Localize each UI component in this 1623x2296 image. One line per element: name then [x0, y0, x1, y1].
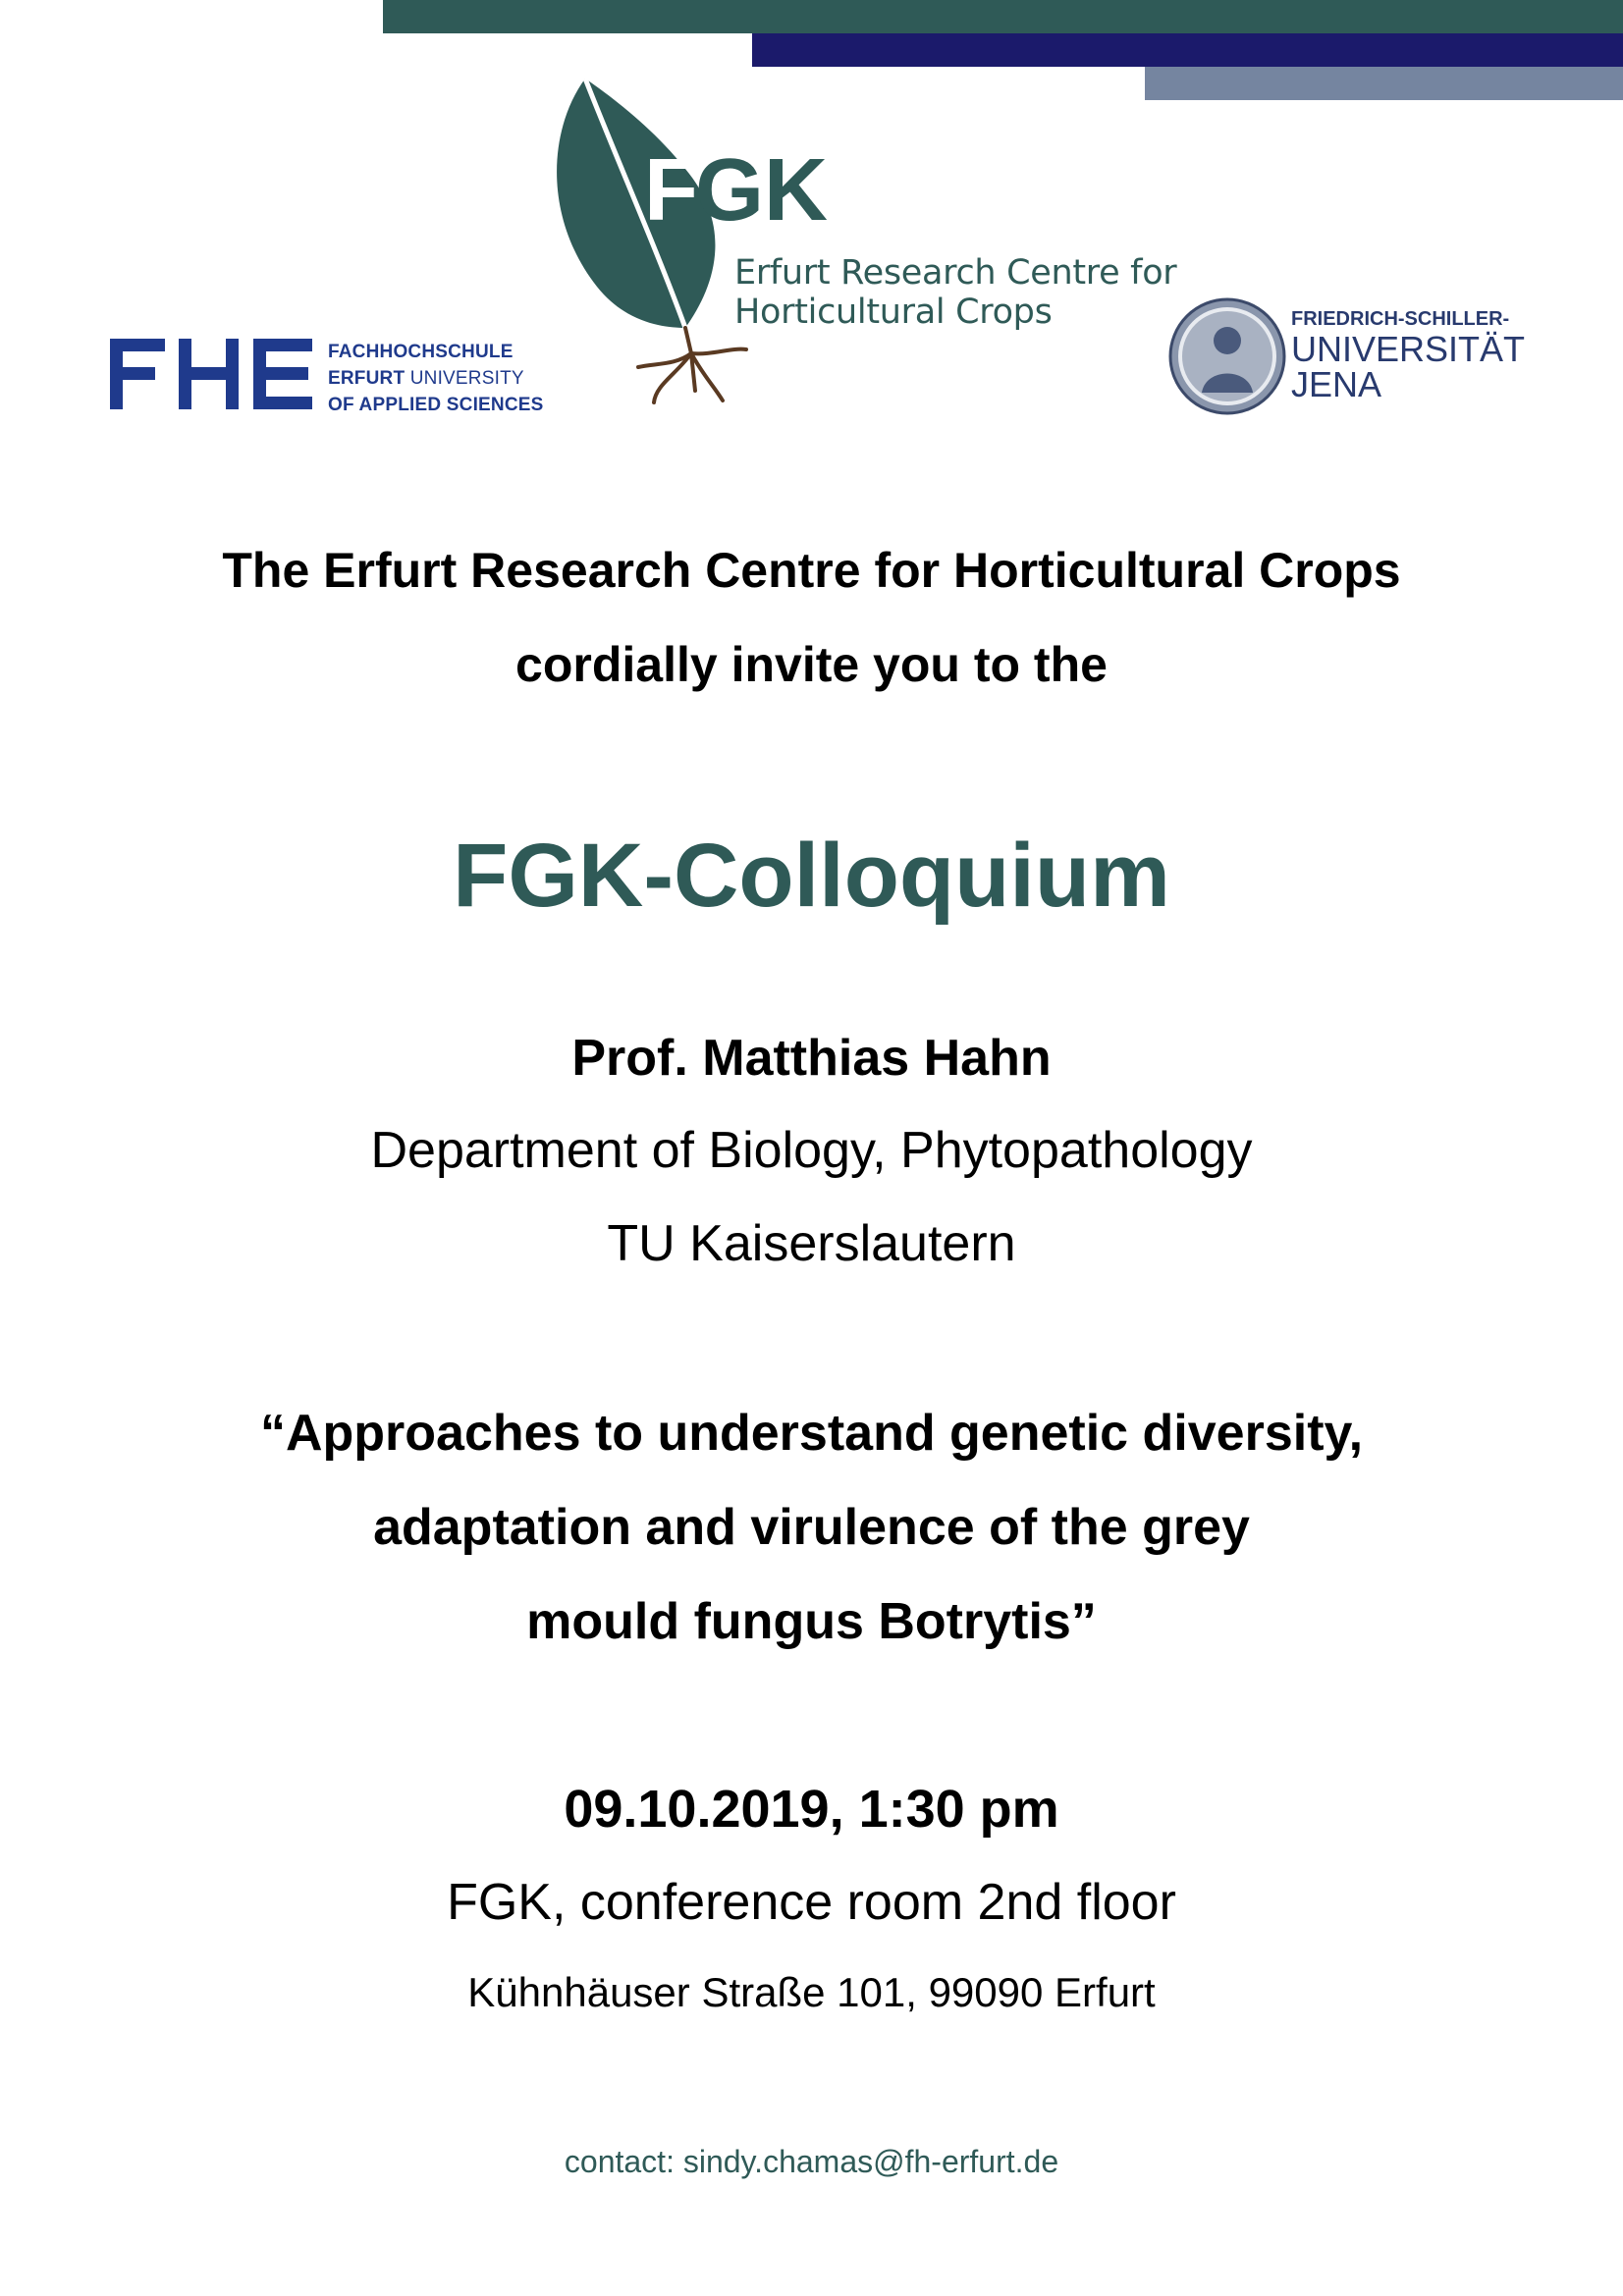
speaker-department: Department of Biology, Phytopathology: [370, 1122, 1253, 1179]
contact-email[interactable]: contact: sindy.chamas@fh-erfurt.de: [564, 2144, 1059, 2179]
fhe-wordmark: [328, 339, 544, 418]
top-bar-navy: [752, 33, 1623, 67]
fhe-line2: ERFURT UNIVERSITY: [328, 368, 524, 389]
jena-logo: [1168, 296, 1561, 419]
talk-title-line2: adaptation and virulence of the grey: [373, 1499, 1250, 1556]
fhe-logo: [110, 339, 544, 417]
jena-line3: JENA: [1291, 364, 1382, 404]
seal-icon: [1168, 296, 1286, 416]
event-location: FGK, conference room 2nd floor: [447, 1874, 1176, 1931]
fgk-logo: [538, 71, 1177, 404]
fgk-sub-line2: Horticultural Crops: [734, 293, 1053, 332]
fhe-logo-mark: [110, 339, 316, 409]
fgk-wordmark: [734, 253, 1176, 332]
jena-wordmark: [1291, 308, 1526, 404]
event-datetime: 09.10.2019, 1:30 pm: [564, 1780, 1059, 1839]
speaker-name: Prof. Matthias Hahn: [571, 1030, 1052, 1087]
fhe-line1: FACHHOCHSCHULE: [328, 342, 514, 362]
page-title: FGK-Colloquium: [453, 826, 1170, 926]
fgk-mark-green: GK: [695, 141, 828, 240]
fgk-mark-white: F: [644, 141, 698, 240]
top-bar-teal: [383, 0, 1623, 33]
fhe-line3: OF APPLIED SCIENCES: [328, 395, 544, 415]
fgk-sub-line1: Erfurt Research Centre for: [734, 253, 1177, 293]
top-bar-slate: [1145, 67, 1623, 100]
invitation-line1: The Erfurt Research Centre for Horticultural Crops: [222, 543, 1401, 598]
leaf-icon: [538, 71, 1147, 404]
talk-title-line3: mould fungus Botrytis”: [526, 1593, 1097, 1650]
speaker-institution: TU Kaiserslautern: [607, 1215, 1016, 1272]
invitation-line2: cordially invite you to the: [515, 637, 1108, 692]
talk-title-line1: “Approaches to understand genetic diversity,: [259, 1405, 1364, 1462]
event-address: Kühnhäuser Straße 101, 99090 Erfurt: [467, 1969, 1156, 2015]
jena-line1: FRIEDRICH-SCHILLER-: [1291, 308, 1510, 330]
jena-line2: UNIVERSITÄT: [1291, 329, 1526, 369]
